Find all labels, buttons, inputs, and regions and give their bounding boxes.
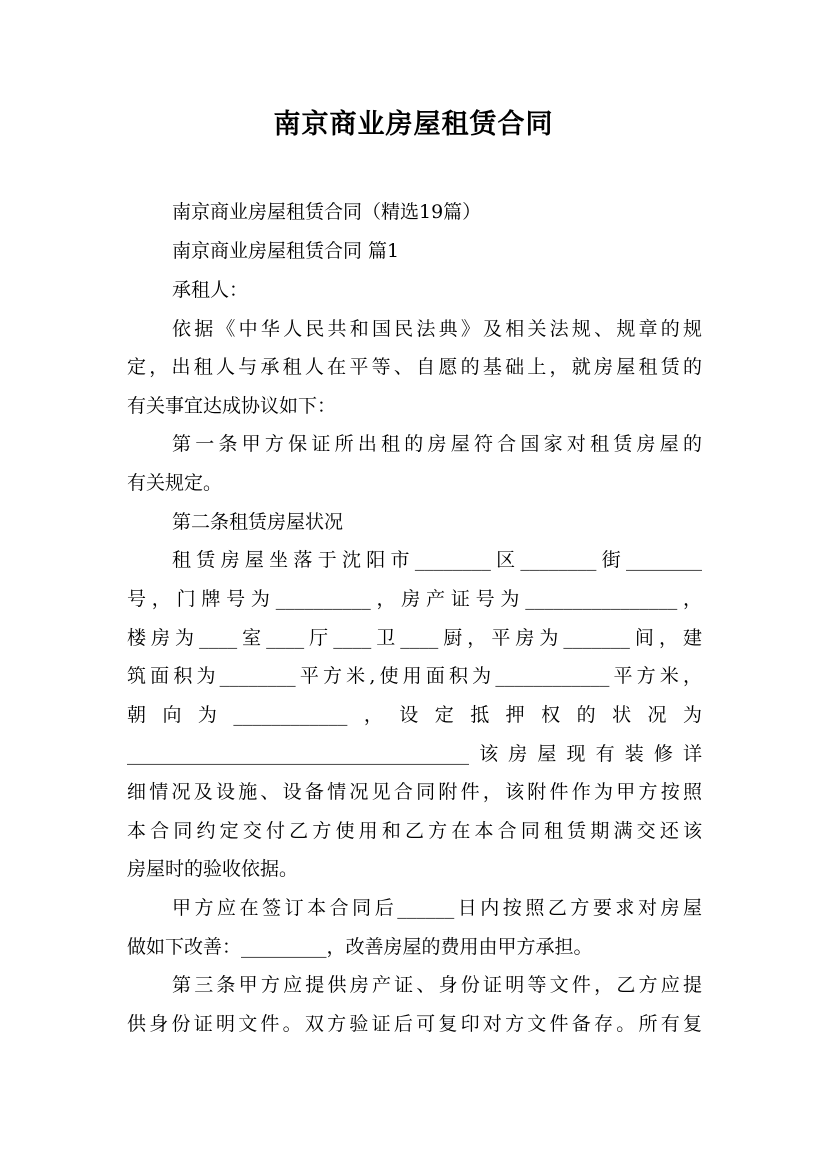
subtitle-line: 南京商业房屋租赁合同（精选19篇） (172, 201, 482, 223)
property-line: 朝向为____________，设定抵押权的状况为 (127, 704, 702, 726)
document-title: 南京商业房屋租赁合同 (273, 109, 554, 140)
improvement-line: 做如下改善：_________，改善房屋的费用由甲方承担。 (127, 936, 593, 958)
article-line: 有关规定。 (127, 472, 223, 494)
property-line: 筑面积为________平方米,使用面积为____________平方米， (127, 665, 702, 687)
article-line: 第三条甲方应提供房产证、身份证明等文件，乙方应提 (172, 974, 702, 996)
property-line: 楼房为____室____厅____卫____厨，平房为_______间，建 (127, 627, 702, 649)
improvement-line: 甲方应在签订本合同后______日内按照乙方要求对房屋 (172, 897, 702, 919)
paragraph-line: 定，出租人与承租人在平等、自愿的基础上，就房屋租赁的 (127, 356, 702, 378)
article-line: 第一条甲方保证所出租的房屋符合国家对租赁房屋的 (172, 433, 702, 455)
property-line: 本合同约定交付乙方使用和乙方在本合同租赁期满交还该 (127, 820, 702, 842)
paragraph-line: 有关事宜达成协议如下： (127, 395, 337, 417)
property-line: 细情况及设施、设备情况见合同附件，该附件作为甲方按照 (127, 781, 702, 803)
article-line: 供身份证明文件。双方验证后可复印对方文件备存。所有复 (127, 1013, 702, 1035)
property-line: ____________________________________该房屋现有装修详 (127, 743, 702, 765)
article-heading: 第二条租赁房屋状况 (172, 511, 344, 533)
property-line: 房屋时的验收依据。 (127, 858, 299, 880)
lessee-label: 承租人： (172, 279, 249, 301)
paragraph-line: 依据《中华人民共和国民法典》及相关法规、规章的规 (172, 318, 702, 340)
property-line: 租赁房屋坐落于沈阳市________区________街________ (172, 549, 702, 571)
property-line: 号，门牌号为__________，房产证号为________________， (127, 588, 702, 610)
section-heading: 南京商业房屋租赁合同 篇1 (172, 240, 400, 262)
